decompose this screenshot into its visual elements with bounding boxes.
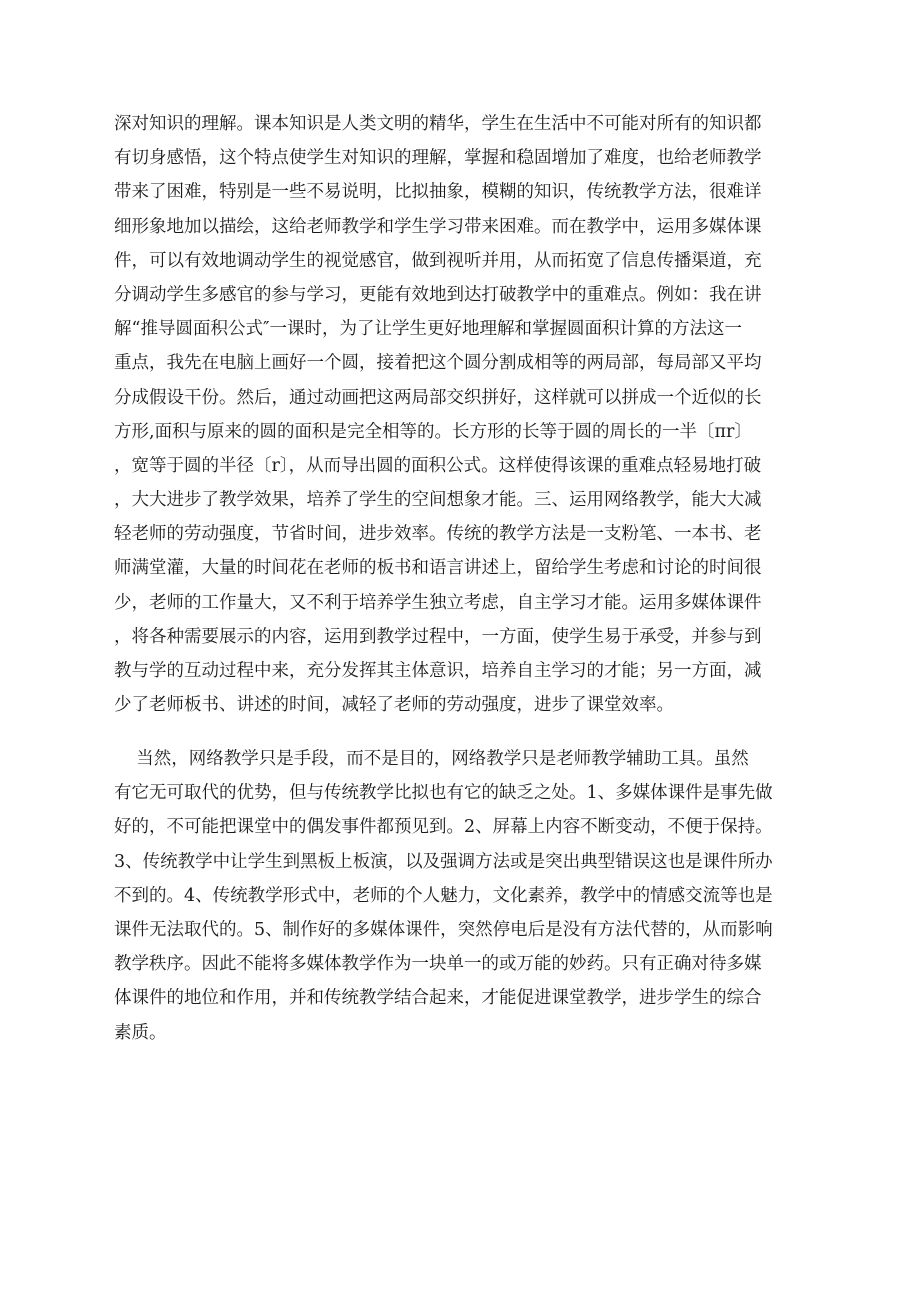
text-line: ，大大进步了教学效果，培养了学生的空间想象才能。三、运用网络教学，能大大减 — [114, 490, 762, 511]
text-line: 教学秩序。因此不能将多媒体教学作为一块单一的或万能的妙药。只有正确对待多媒 — [114, 954, 762, 975]
text-line: 不到的。4、传统教学形式中，老师的个人魅力，文化素养，教学中的情感交流等也是 — [114, 885, 773, 906]
text-line: 3、传统教学中让学生到黑板上板演，以及强调方法或是突出典型错误这也是课件所办 — [114, 851, 773, 872]
paragraph-2 — [114, 742, 814, 1050]
text-line: 重点，我先在电脑上画好一个圆，接着把这个圆分割成相等的两局部，每局部又平均 — [114, 353, 762, 374]
text-line: 教与学的互动过程中来，充分发挥其主体意识，培养自主学习的才能；另一方面，减 — [114, 661, 762, 681]
text-line: 细形象地加以描绘，这给老师教学和学生学习带来困难。而在教学中，运用多媒体课 — [114, 216, 762, 237]
paragraph-1 — [114, 107, 814, 722]
text-line: 深对知识的理解。课本知识是人类文明的精华，学生在生活中不可能对所有的知识都 — [114, 114, 762, 134]
text-line: 体课件的地位和作用，并和传统教学结合起来，才能促进课堂教学，进步学生的综合 — [114, 988, 762, 1009]
text-line: 轻老师的劳动强度，节省时间，进步效率。传统的教学方法是一支粉笔、一本书、老 — [114, 524, 762, 545]
text-line: 好的，不可能把课堂中的偶发事件都预见到。2、屏幕上内容不断变动，不便于保持。 — [114, 817, 773, 838]
text-line: ，将各种需要展示的内容，运用到教学过程中，一方面，使学生易于承受，并参与到 — [114, 626, 762, 647]
text-line: 分成假设干份。然后，通过动画把这两局部交织拼好，这样就可以拼成一个近似的长 — [114, 387, 762, 408]
text-line: ，宽等于圆的半径〔r〕，从而导出圆的面积公式。这样使得该课的重难点轻易地打破 — [114, 455, 762, 476]
text-line: 当然，网络教学只是手段，而不是目的，网络教学只是老师教学辅助工具。虽然 — [114, 749, 749, 769]
text-line: 课件无法取代的。5、制作好的多媒体课件，突然停电后是没有方法代替的，从而影响 — [114, 919, 773, 940]
text-line: 师满堂灌，大量的时间花在老师的板书和语言讲述上，留给学生考虑和讨论的时间很 — [114, 558, 762, 579]
text-line: 方形,面积与原来的圆的面积是完全相等的。长方形的长等于圆的周长的一半〔πr〕 — [114, 421, 752, 442]
text-line: 带来了困难，特别是一些不易说明，比拟抽象，模糊的知识，传统教学方法，很难详 — [114, 182, 762, 203]
text-line: 少了老师板书、讲述的时间，减轻了老师的劳动强度，进步了课堂效率。 — [114, 695, 674, 716]
text-line: 有切身感悟，这个特点使学生对知识的理解，掌握和稳固增加了难度，也给老师教学 — [114, 148, 762, 169]
text-line: 分调动学生多感官的参与学习，更能有效地到达打破教学中的重难点。例如：我在讲 — [114, 284, 762, 305]
text-line: 少，老师的工作量大，又不利于培养学生独立考虑，自主学习才能。运用多媒体课件 — [114, 592, 762, 613]
text-line: 素质。 — [114, 1022, 167, 1043]
text-line: 件，可以有效地调动学生的视觉感官，做到视听并用，从而拓宽了信息传播渠道，充 — [114, 250, 762, 271]
text-line: 解“推导圆面积公式″一课时，为了让学生更好地理解和掌握圆面积计算的方法这一 — [114, 319, 742, 340]
text-line: 有它无可取代的优势，但与传统教学比拟也有它的缺乏之处。1、多媒体课件是事先做 — [114, 783, 773, 804]
